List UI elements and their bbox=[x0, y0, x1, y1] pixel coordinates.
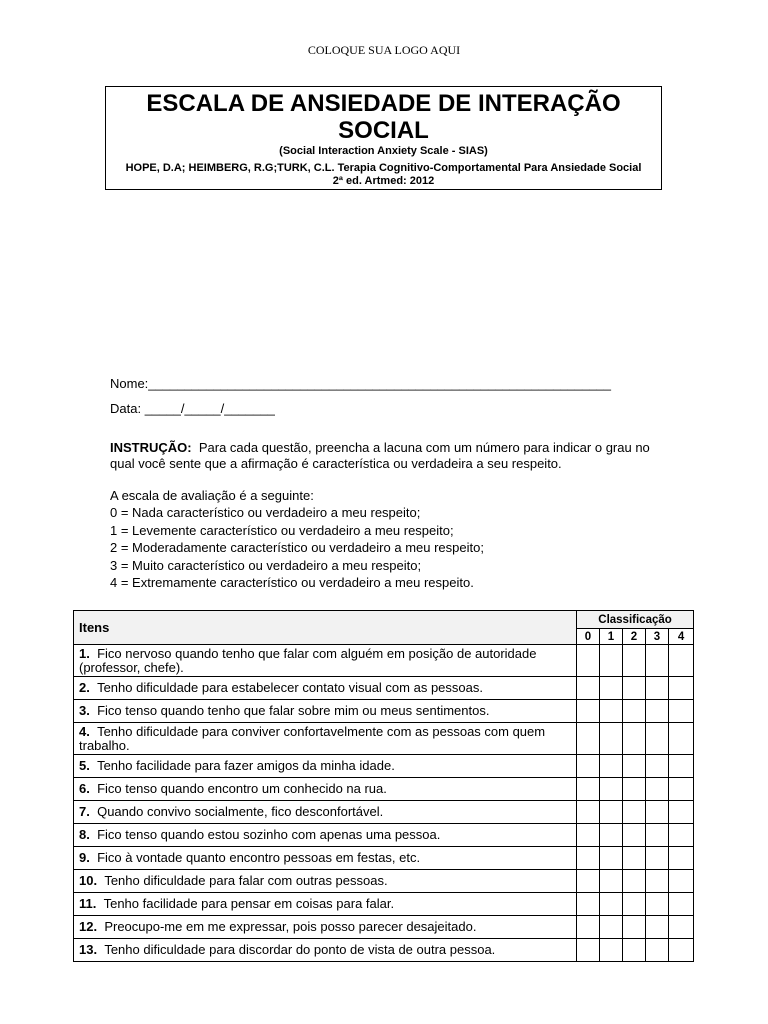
rating-checkbox-2[interactable] bbox=[623, 723, 646, 755]
table-row bbox=[74, 916, 694, 939]
date-field[interactable] bbox=[110, 401, 275, 416]
rating-checkbox-4[interactable] bbox=[669, 870, 694, 893]
item-number: 3. bbox=[79, 703, 90, 718]
item-text-cell bbox=[74, 893, 577, 916]
item-number: 9. bbox=[79, 850, 90, 865]
rating-checkbox-3[interactable] bbox=[646, 700, 669, 723]
rating-checkbox-3[interactable] bbox=[646, 847, 669, 870]
item-text-cell bbox=[74, 645, 577, 677]
rating-checkbox-3[interactable] bbox=[646, 778, 669, 801]
item-number: 8. bbox=[79, 827, 90, 842]
rating-checkbox-2[interactable] bbox=[623, 801, 646, 824]
table-row bbox=[74, 801, 694, 824]
title-box bbox=[105, 86, 662, 190]
rating-checkbox-1[interactable] bbox=[600, 755, 623, 778]
rating-checkbox-4[interactable] bbox=[669, 677, 694, 700]
rating-checkbox-3[interactable] bbox=[646, 801, 669, 824]
item-number: 2. bbox=[79, 680, 90, 695]
rating-checkbox-4[interactable] bbox=[669, 916, 694, 939]
rating-checkbox-4[interactable] bbox=[669, 755, 694, 778]
rating-col-0: 0 bbox=[577, 629, 600, 645]
rating-checkbox-2[interactable] bbox=[623, 645, 646, 677]
item-text: Quando convivo socialmente, fico desconfortável. bbox=[97, 804, 384, 819]
item-number: 5. bbox=[79, 758, 90, 773]
scale-level-3: 3 = Muito característico ou verdadeiro a meu respeito; bbox=[110, 557, 422, 573]
rating-checkbox-0[interactable] bbox=[577, 801, 600, 824]
rating-checkbox-2[interactable] bbox=[623, 778, 646, 801]
rating-checkbox-4[interactable] bbox=[669, 824, 694, 847]
rating-checkbox-3[interactable] bbox=[646, 677, 669, 700]
table-row bbox=[74, 755, 694, 778]
item-text-cell bbox=[74, 824, 577, 847]
rating-checkbox-0[interactable] bbox=[577, 824, 600, 847]
items-table bbox=[73, 610, 694, 962]
rating-checkbox-0[interactable] bbox=[577, 847, 600, 870]
item-text: Tenho facilidade para pensar em coisas para falar. bbox=[103, 896, 395, 911]
rating-checkbox-0[interactable] bbox=[577, 893, 600, 916]
rating-checkbox-0[interactable] bbox=[577, 755, 600, 778]
rating-header: Classificação bbox=[577, 611, 694, 629]
rating-checkbox-1[interactable] bbox=[600, 847, 623, 870]
item-text-cell bbox=[74, 677, 577, 700]
date-blank[interactable]: _____/_____/_______ bbox=[141, 401, 275, 416]
rating-checkbox-0[interactable] bbox=[577, 645, 600, 677]
table-row bbox=[74, 700, 694, 723]
rating-checkbox-1[interactable] bbox=[600, 824, 623, 847]
rating-scale bbox=[110, 487, 670, 591]
rating-col-1: 1 bbox=[600, 629, 623, 645]
date-label: Data: bbox=[110, 401, 142, 416]
item-text-cell bbox=[74, 723, 577, 755]
rating-checkbox-3[interactable] bbox=[646, 723, 669, 755]
rating-checkbox-2[interactable] bbox=[623, 677, 646, 700]
item-text: Fico tenso quando estou sozinho com apenas uma pessoa. bbox=[97, 827, 441, 842]
item-text-cell bbox=[74, 939, 577, 962]
rating-checkbox-1[interactable] bbox=[600, 870, 623, 893]
title-line-1: ESCALA DE ANSIEDADE DE INTERAÇÃO bbox=[146, 90, 621, 117]
rating-checkbox-2[interactable] bbox=[623, 870, 646, 893]
rating-col-3: 3 bbox=[646, 629, 669, 645]
rating-checkbox-2[interactable] bbox=[623, 847, 646, 870]
item-text: Tenho dificuldade para estabelecer contato visual com as pessoas. bbox=[97, 680, 483, 695]
rating-checkbox-2[interactable] bbox=[623, 824, 646, 847]
scale-intro: A escala de avaliação é a seguinte: bbox=[110, 488, 314, 503]
instructions bbox=[110, 440, 670, 472]
rating-checkbox-0[interactable] bbox=[577, 723, 600, 755]
rating-checkbox-2[interactable] bbox=[623, 893, 646, 916]
rating-checkbox-4[interactable] bbox=[669, 893, 694, 916]
rating-checkbox-0[interactable] bbox=[577, 700, 600, 723]
table-row bbox=[74, 824, 694, 847]
reference-line-2: 2ª ed. Artmed: 2012 bbox=[332, 175, 435, 187]
title-line-2: SOCIAL bbox=[338, 117, 429, 144]
rating-checkbox-3[interactable] bbox=[646, 755, 669, 778]
rating-checkbox-3[interactable] bbox=[646, 645, 669, 677]
scale-level-4: 4 = Extremamente característico ou verdadeiro a meu respeito. bbox=[110, 575, 474, 591]
name-field[interactable] bbox=[110, 376, 611, 391]
rating-col-4: 4 bbox=[669, 629, 694, 645]
rating-checkbox-3[interactable] bbox=[646, 939, 669, 962]
rating-checkbox-0[interactable] bbox=[577, 677, 600, 700]
item-text: Fico tenso quando tenho que falar sobre mim ou meus sentimentos. bbox=[97, 703, 490, 718]
instructions-label: INSTRUÇÃO: bbox=[110, 440, 192, 455]
rating-checkbox-0[interactable] bbox=[577, 916, 600, 939]
table-row bbox=[74, 847, 694, 870]
rating-checkbox-2[interactable] bbox=[623, 916, 646, 939]
rating-checkbox-4[interactable] bbox=[669, 778, 694, 801]
item-number: 4. bbox=[79, 723, 90, 739]
rating-checkbox-1[interactable] bbox=[600, 939, 623, 962]
item-number: 13. bbox=[79, 942, 98, 957]
reference bbox=[106, 162, 661, 188]
rating-checkbox-1[interactable] bbox=[600, 916, 623, 939]
rating-checkbox-1[interactable] bbox=[600, 677, 623, 700]
rating-checkbox-4[interactable] bbox=[669, 801, 694, 824]
name-blank[interactable]: ________________________________________________________________ bbox=[148, 376, 612, 391]
item-text-cell bbox=[74, 778, 577, 801]
item-number: 10. bbox=[79, 873, 98, 888]
item-text: Tenho dificuldade para falar com outras pessoas. bbox=[104, 873, 388, 888]
items-header: Itens bbox=[74, 611, 577, 645]
reference-line-1: HOPE, D.A; HEIMBERG, R.G;TURK, C.L. Terapia Cognitivo-Comportamental Para Ansiedade Social bbox=[125, 162, 642, 174]
item-number: 11. bbox=[79, 896, 97, 911]
name-label: Nome: bbox=[110, 376, 149, 391]
rating-checkbox-0[interactable] bbox=[577, 870, 600, 893]
table-row bbox=[74, 939, 694, 962]
rating-checkbox-2[interactable] bbox=[623, 700, 646, 723]
table-row bbox=[74, 893, 694, 916]
rating-checkbox-3[interactable] bbox=[646, 893, 669, 916]
rating-checkbox-1[interactable] bbox=[600, 723, 623, 755]
rating-checkbox-1[interactable] bbox=[600, 893, 623, 916]
item-text-cell bbox=[74, 755, 577, 778]
rating-col-2: 2 bbox=[623, 629, 646, 645]
rating-checkbox-3[interactable] bbox=[646, 824, 669, 847]
rating-checkbox-1[interactable] bbox=[600, 778, 623, 801]
rating-checkbox-2[interactable] bbox=[623, 939, 646, 962]
scale-level-2: 2 = Moderadamente característico ou verdadeiro a meu respeito; bbox=[110, 540, 484, 556]
item-number: 12. bbox=[79, 919, 98, 934]
table-row bbox=[74, 723, 694, 755]
item-number: 1. bbox=[79, 645, 90, 661]
page-title bbox=[106, 90, 661, 144]
table-row bbox=[74, 677, 694, 700]
subtitle: (Social Interaction Anxiety Scale - SIAS) bbox=[279, 145, 488, 157]
rating-checkbox-0[interactable] bbox=[577, 778, 600, 801]
table-row bbox=[74, 870, 694, 893]
rating-checkbox-4[interactable] bbox=[669, 700, 694, 723]
item-text: Fico à vontade quanto encontro pessoas em festas, etc. bbox=[97, 850, 421, 865]
table-row bbox=[74, 778, 694, 801]
item-number: 6. bbox=[79, 781, 90, 796]
item-text: Tenho dificuldade para discordar do ponto de vista de outra pessoa. bbox=[104, 942, 496, 957]
rating-checkbox-2[interactable] bbox=[623, 755, 646, 778]
rating-checkbox-4[interactable] bbox=[669, 723, 694, 755]
scale-level-0: 0 = Nada característico ou verdadeiro a meu respeito; bbox=[110, 505, 421, 521]
item-text: Fico nervoso quando tenho que falar com alguém em posição de autoridade (professor, chefe). bbox=[79, 645, 537, 675]
item-text: Tenho facilidade para fazer amigos da minha idade. bbox=[97, 758, 395, 773]
item-text-cell bbox=[74, 916, 577, 939]
item-text-cell bbox=[74, 870, 577, 893]
item-text: Tenho dificuldade para conviver confortavelmente com as pessoas com quem trabalho. bbox=[79, 723, 546, 753]
rating-checkbox-1[interactable] bbox=[600, 645, 623, 677]
table-row bbox=[74, 645, 694, 677]
rating-checkbox-0[interactable] bbox=[577, 939, 600, 962]
rating-checkbox-1[interactable] bbox=[600, 700, 623, 723]
rating-checkbox-4[interactable] bbox=[669, 847, 694, 870]
rating-checkbox-3[interactable] bbox=[646, 870, 669, 893]
scale-level-1: 1 = Levemente característico ou verdadeiro a meu respeito; bbox=[110, 522, 454, 538]
logo-placeholder: COLOQUE SUA LOGO AQUI bbox=[307, 43, 461, 57]
item-number: 7. bbox=[79, 804, 90, 819]
item-text-cell bbox=[74, 700, 577, 723]
rating-checkbox-4[interactable] bbox=[669, 939, 694, 962]
rating-checkbox-3[interactable] bbox=[646, 916, 669, 939]
item-text-cell bbox=[74, 801, 577, 824]
rating-checkbox-1[interactable] bbox=[600, 801, 623, 824]
item-text-cell bbox=[74, 847, 577, 870]
instructions-text: Para cada questão, preencha a lacuna com um número para indicar o grau no qual você sente que a afirmação é característica ou verdadeira a seu respeito. bbox=[110, 440, 650, 471]
rating-checkbox-4[interactable] bbox=[669, 645, 694, 677]
item-text: Fico tenso quando encontro um conhecido na rua. bbox=[97, 781, 387, 796]
item-text: Preocupo-me em me expressar, pois posso parecer desajeitado. bbox=[104, 919, 477, 934]
